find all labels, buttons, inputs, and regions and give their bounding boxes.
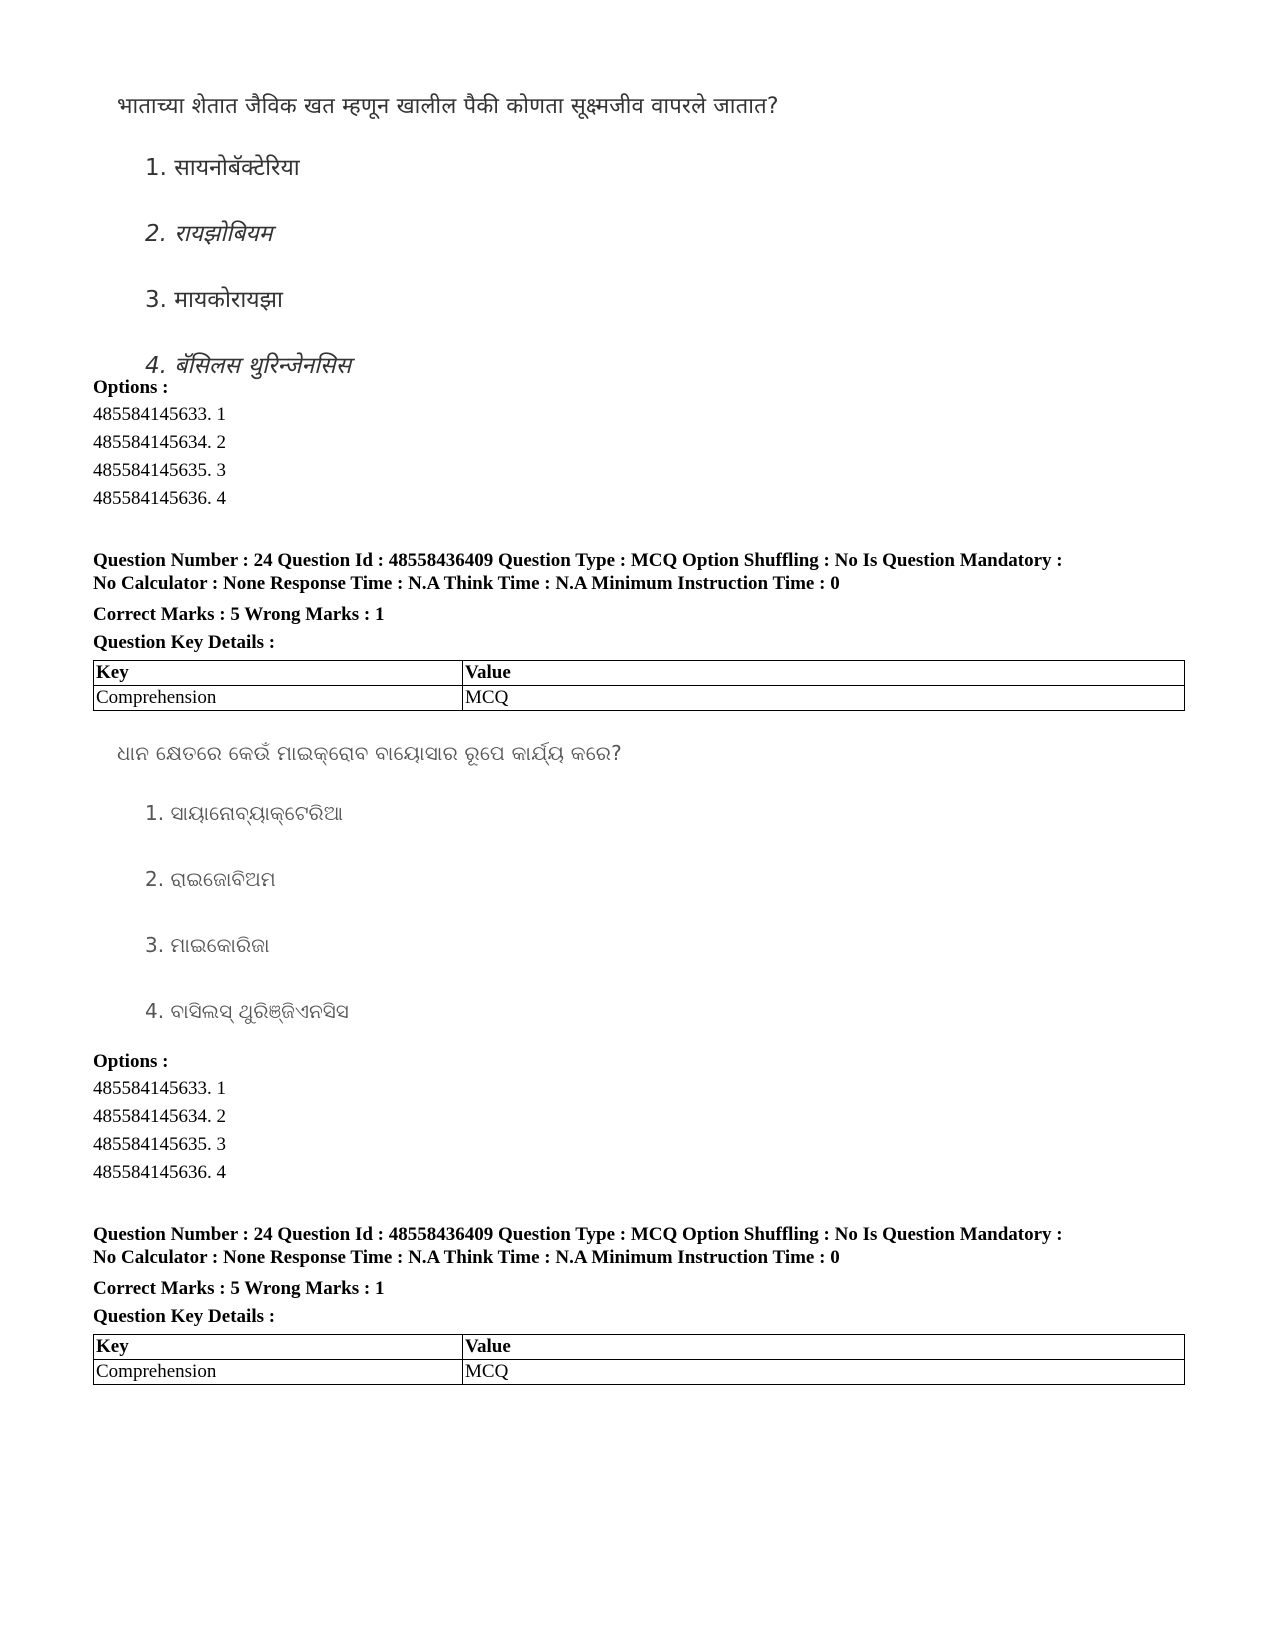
question-meta-line: Question Number : 24 Question Id : 48558436409 Question Type : MCQ Option Shuffling : No Is Question Mandatory : — [93, 550, 1063, 571]
key-details-label: Question Key Details : — [93, 1306, 276, 1327]
table-header-value: Value — [463, 661, 1185, 686]
table-cell-value: MCQ — [463, 1360, 1185, 1385]
question-option-4: 4. ବାସିଲସ୍ ଥୁରିଞ୍ଜିଏନସିସ — [145, 999, 349, 1023]
table-cell-value: MCQ — [463, 686, 1185, 711]
table-header-row — [94, 661, 1185, 686]
table-header-key: Key — [94, 1335, 463, 1360]
question-option-1: 1. ସାୟାନୋବ୍ୟାକ୍ଟେରିଆ — [145, 801, 344, 825]
table-row — [94, 1360, 1185, 1385]
question-meta — [93, 549, 1193, 595]
question-meta-line: Question Number : 24 Question Id : 48558436409 Question Type : MCQ Option Shuffling : No Is Question Mandatory : — [93, 1224, 1063, 1245]
option-item: 485584145634. 2 — [93, 432, 226, 453]
options-label: Options : — [93, 1051, 169, 1072]
key-details-label: Question Key Details : — [93, 632, 276, 653]
option-item: 485584145633. 1 — [93, 404, 226, 425]
question-meta-line: No Calculator : None Response Time : N.A Think Time : N.A Minimum Instruction Time : 0 — [93, 1247, 840, 1268]
option-item: 485584145636. 4 — [93, 488, 226, 509]
table-cell-key: Comprehension — [94, 686, 463, 711]
question-image-marathi — [93, 90, 853, 379]
option-item: 485584145635. 3 — [93, 1134, 226, 1155]
table-row — [94, 686, 1185, 711]
question-text: ଧାନ କ୍ଷେତରେ କେଉଁ ମାଇକ୍ରୋବ ବାୟୋସାର ରୂପେ କାର୍ଯ୍ୟ କରେ? — [117, 741, 622, 765]
document-page — [93, 80, 1193, 1385]
table-header-row — [94, 1335, 1185, 1360]
marks-line: Correct Marks : 5 Wrong Marks : 1 — [93, 604, 385, 625]
question-option-3: 3. मायकोरायझा — [145, 287, 283, 313]
question-option-2: 2. रायझोबियम — [145, 221, 273, 247]
options-label: Options : — [93, 377, 169, 398]
key-details-table — [93, 660, 1185, 711]
option-item: 485584145636. 4 — [93, 1162, 226, 1183]
question-text: भाताच्या शेतात जैविक खत म्हणून खालील पैकी कोणता सूक्ष्मजीव वापरले जातात? — [117, 94, 779, 119]
option-item: 485584145633. 1 — [93, 1078, 226, 1099]
table-header-value: Value — [463, 1335, 1185, 1360]
option-item: 485584145634. 2 — [93, 1106, 226, 1127]
question-option-3: 3. ମାଇକୋରିଜା — [145, 933, 270, 957]
table-header-key: Key — [94, 661, 463, 686]
question-option-1: 1. सायनोबॅक्टेरिया — [145, 155, 300, 181]
question-meta — [93, 1223, 1193, 1269]
question-meta-line: No Calculator : None Response Time : N.A Think Time : N.A Minimum Instruction Time : 0 — [93, 573, 840, 594]
marks-line: Correct Marks : 5 Wrong Marks : 1 — [93, 1278, 385, 1299]
question-option-4: 4. बॅसिलस थुरिन्जेनसिस — [145, 353, 352, 379]
table-cell-key: Comprehension — [94, 1360, 463, 1385]
key-details-table — [93, 1334, 1185, 1385]
question-image-odia — [93, 741, 853, 1041]
option-item: 485584145635. 3 — [93, 460, 226, 481]
question-option-2: 2. ରାଇଜୋବିଅମ — [145, 867, 276, 891]
options-list — [93, 401, 1193, 513]
options-list — [93, 1075, 1193, 1187]
